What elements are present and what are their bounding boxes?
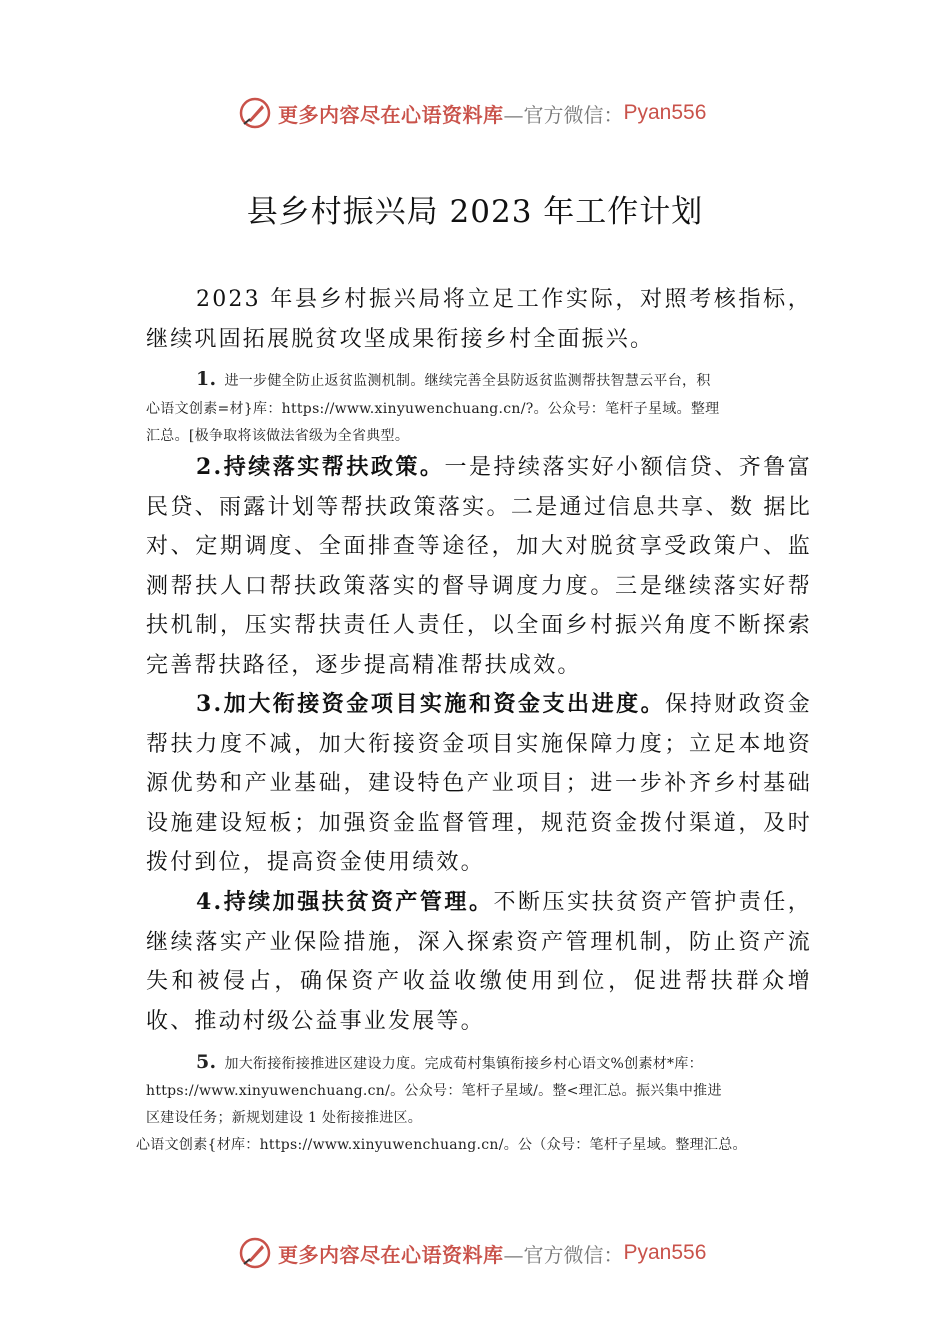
banner-wechat-id: Pyan556 — [623, 1241, 707, 1264]
intro-text: 2023 年县乡村振兴局将立足工作实际，对照考核指标，继续巩固拓展脱贫攻坚成果衔接乡村全面振兴。 — [146, 287, 812, 352]
banner-official-label: —官方微信： — [503, 1242, 624, 1267]
top-banner — [238, 96, 706, 130]
item4-heading: 4.持续加强扶贫资产管理。 — [196, 889, 494, 915]
item3-heading: 3.加大衔接资金项目实施和资金支出进度。 — [196, 691, 666, 717]
page-title: 县乡村振兴局 2023 年工作计划 — [246, 194, 704, 230]
banner-text: 更多内容尽在心语资料库 — [278, 102, 504, 127]
intro-paragraph — [146, 280, 812, 359]
item1-line3: 汇总。[极争取将该做法省级为全省典型。 — [146, 428, 410, 444]
item5-line1: 5. 加大衔接衔接推进区建设力度。完成荀村集镇衔接乡村心语文%创素材*库： — [196, 1051, 703, 1073]
item2-body: 一是持续落实好小额信贷、齐鲁富民贷、雨露计划等帮扶政策落实。二是通过信息共享、数 据比对、定期调度、全面排查等途径，加大对脱贫享受政策户、监测帮扶人口帮扶政策落实的督导调度力度。三是继续落实好帮扶机制，压实帮扶责任人责任，以全面乡村振兴角度不断探索完善帮扶路径，逐步提高精准帮扶成效。 — [146, 455, 812, 678]
bottom-banner — [238, 1236, 706, 1270]
item1-number: 1. — [196, 368, 217, 390]
item2-paragraph — [146, 448, 812, 685]
item5-line4: 心语文创素{材库：https://www.xinyuwenchuang.cn/。公（众号：笔杆子星域。整理汇总。 — [136, 1137, 747, 1153]
item4-paragraph — [146, 883, 812, 1041]
feather-pen-icon — [238, 1236, 272, 1270]
banner-text: 更多内容尽在心语资料库 — [278, 1242, 504, 1267]
item3-body: 保持财政资金帮扶力度不减，加大衔接资金项目实施保障力度；立足本地资源优势和产业基础，建设特色产业项目；进一步补齐乡村基础设施建设短板；加强资金监督管理，规范资金拨付渠道，及时拨付到位，提高资金使用绩效。 — [146, 692, 813, 875]
item5-line3: 区建设任务；新规划建设 1 处衔接推进区。 — [146, 1110, 423, 1126]
item5-number: 5. — [196, 1051, 217, 1073]
item4-body: 不断压实扶贫资产管护责任，继续落实产业保险措施，深入探索资产管理机制，防止资产流失和被侵占，确保资产收益收缴使用到位，促进帮扶群众增收、推动村级公益事业发展等。 — [146, 890, 812, 1034]
item5-line2: https://www.xinyuwenchuang.cn/。公众号：笔杆子星域/。整<理汇总。振兴集中推进 — [146, 1083, 722, 1099]
feather-pen-icon — [238, 96, 272, 130]
banner-official-label: —官方微信： — [503, 102, 624, 127]
item1-line2: 心语文创素=材}库：https://www.xinyuwenchuang.cn/?。公众号：笔杆子星域。整理 — [146, 401, 720, 417]
item1-line1: 1. 进一步健全防止返贫监测机制。继续完善全县防返贫监测帮扶智慧云平台，积 — [196, 368, 711, 390]
item3-paragraph — [146, 685, 812, 883]
banner-wechat-id: Pyan556 — [623, 101, 707, 124]
item2-heading: 2.持续落实帮扶政策。 — [196, 454, 445, 480]
